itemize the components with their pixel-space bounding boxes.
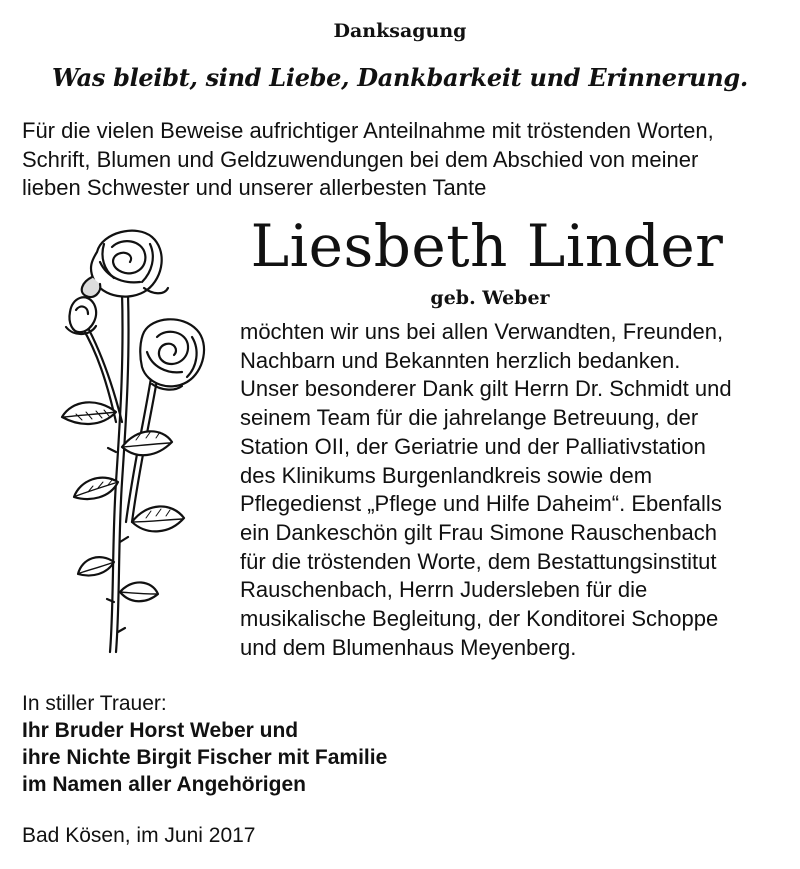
thanks-line: musikalische Begleitung, der Konditorei Schoppe (240, 606, 719, 632)
thanks-line: Rauschenbach, Herrn Judersleben für die (240, 577, 648, 603)
intro-paragraph (22, 117, 792, 203)
thanks-line: Unser besonderer Dank gilt Herrn Dr. Schmidt und (240, 376, 732, 402)
thanks-line: ein Dankeschön gilt Frau Simone Rauschenbach (240, 519, 717, 545)
intro-line: Für die vielen Beweise aufrichtiger Anteilnahme mit tröstenden Worten, (22, 118, 714, 143)
notice-heading: Danksagung (333, 20, 467, 42)
thanks-line: des Klinikums Burgenlandkreis sowie dem (240, 462, 653, 488)
thanks-line: Station OII, der Geriatrie und der Palliativstation (240, 433, 706, 459)
thanks-line: und dem Blumenhaus Meyenberg. (240, 634, 577, 660)
mourning-section (22, 690, 622, 798)
thanks-line: Pflegedienst „Pflege und Hilfe Daheim“. Ebenfalls (240, 491, 722, 517)
maiden-name: geb. Weber (430, 287, 550, 309)
rose-illustration-icon (52, 222, 217, 662)
signatory-line: ihre Nichte Birgit Fischer mit Familie (22, 746, 388, 769)
signatory-line: im Namen aller Angehörigen (22, 773, 306, 796)
thanks-line: für die tröstenden Worte, dem Bestattungsinstitut (240, 548, 717, 574)
thanks-paragraph (240, 318, 795, 662)
mourning-intro: In stiller Trauer: (22, 692, 167, 715)
signatory-line: Ihr Bruder Horst Weber und (22, 719, 299, 742)
intro-line: lieben Schwester und unserer allerbesten Tante (22, 175, 487, 200)
notice-tagline: Was bleibt, sind Liebe, Dankbarkeit und Erinnerung. (52, 63, 748, 92)
intro-line: Schrift, Blumen und Geldzuwendungen bei dem Abschied von meiner (22, 146, 699, 172)
place-date: Bad Kösen, im Juni 2017 (22, 824, 256, 847)
deceased-name: Liesbeth Linder (250, 212, 724, 280)
thanks-line: möchten wir uns bei allen Verwandten, Freunden, (240, 319, 724, 344)
thanks-line: Nachbarn und Bekannten herzlich bedanken. (240, 347, 681, 373)
thanks-line: seinem Team für die jahrelange Betreuung, der (240, 405, 699, 431)
